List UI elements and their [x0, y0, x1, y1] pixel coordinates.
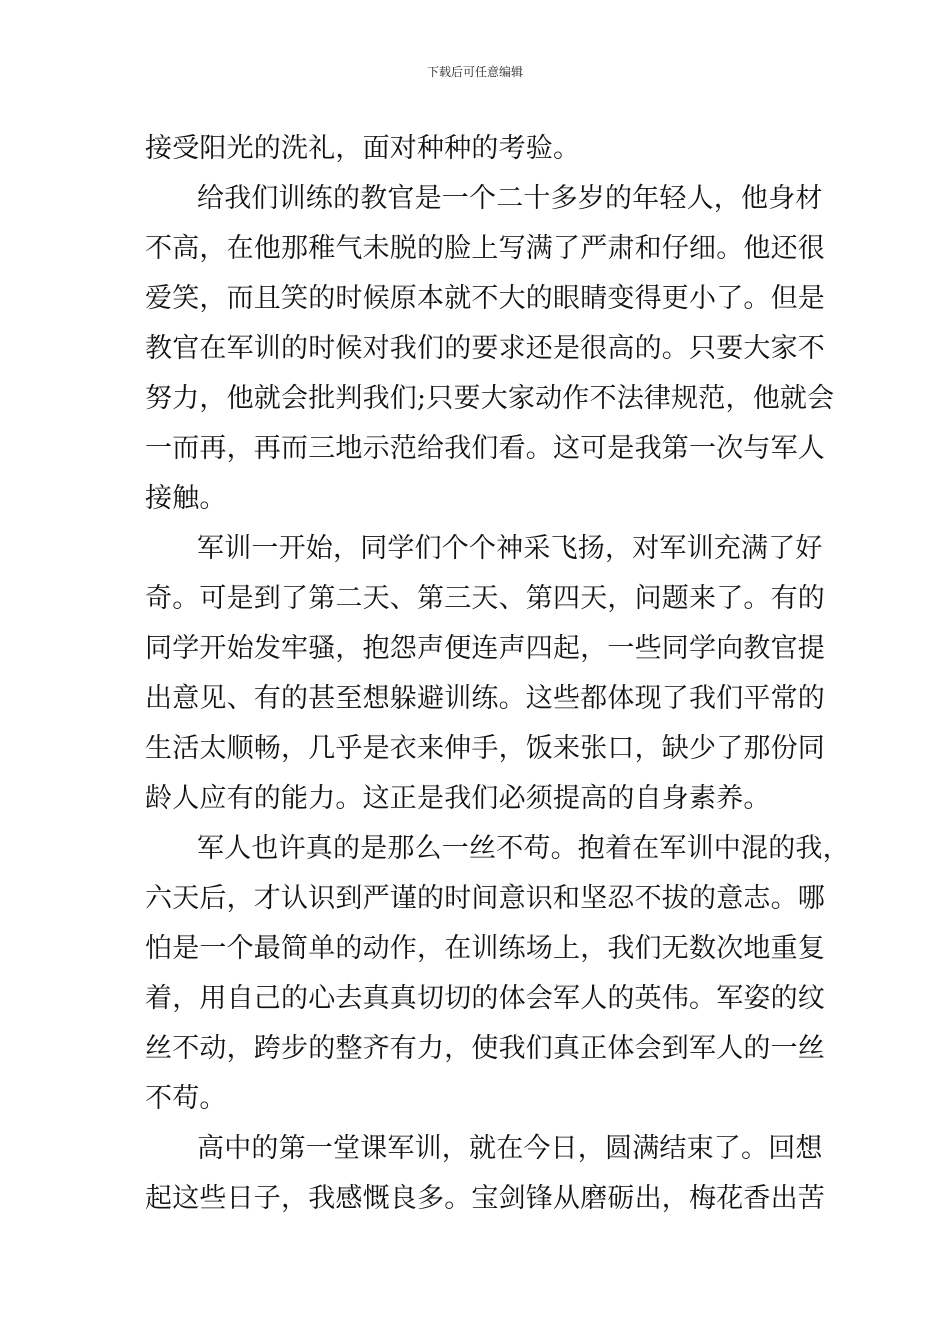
text-line: 出意见、有的甚至想躲避训练。这些都体现了我们平常的 [145, 683, 825, 714]
text-line: 努力，他就会批判我们;只要大家动作不法律规范，他就会 [145, 383, 835, 414]
page-header: 下载后可任意编辑 [426, 65, 523, 79]
text-line: 怕是一个最简单的动作，在训练场上，我们无数次地重复 [145, 933, 825, 964]
paragraph [145, 824, 850, 1124]
text-line: 不高，在他那稚气未脱的脸上写满了严肃和仔细。他还很 [145, 233, 825, 264]
document-body [145, 124, 850, 1224]
text-line: 丝不动，跨步的整齐有力，使我们真正体会到军人的一丝 [145, 1033, 825, 1064]
text-line: 军人也许真的是那么一丝不苟。抱着在军训中混的我， [197, 833, 850, 864]
text-line: 着，用自己的心去真真切切的体会军人的英伟。军姿的纹 [145, 983, 825, 1014]
text-line: 不苟。 [145, 1083, 227, 1114]
text-line: 龄人应有的能力。这正是我们必须提高的自身素养。 [145, 783, 771, 814]
text-line: 给我们训练的教官是一个二十多岁的年轻人，他身材 [197, 183, 823, 214]
text-line: 接触。 [145, 483, 227, 514]
paragraph [145, 124, 810, 174]
text-line: 一而再，再而三地示范给我们看。这可是我第一次与军人 [145, 433, 825, 464]
text-line: 同学开始发牢骚，抱怨声便连声四起，一些同学向教官提 [145, 633, 825, 664]
text-line: 起这些日子，我感慨良多。宝剑锋从磨砺出，梅花香出苦 [145, 1183, 825, 1214]
paragraph [145, 524, 825, 824]
text-line: 接受阳光的洗礼，面对种种的考验。 [145, 133, 581, 164]
text-line: 爱笑，而且笑的时候原本就不大的眼睛变得更小了。但是 [145, 283, 825, 314]
text-line: 教官在军训的时候对我们的要求还是很高的。只要大家不 [145, 333, 825, 364]
text-line: 高中的第一堂课军训，就在今日，圆满结束了。回想 [197, 1133, 823, 1164]
text-line: 奇。可是到了第二天、第三天、第四天，问题来了。有的 [145, 583, 825, 614]
text-line: 六天后，才认识到严谨的时间意识和坚忍不拔的意志。哪 [145, 883, 825, 914]
text-line: 生活太顺畅，几乎是衣来伸手，饭来张口，缺少了那份同 [145, 733, 825, 764]
paragraph [145, 1124, 825, 1224]
text-line: 军训一开始，同学们个个神采飞扬，对军训充满了好 [197, 533, 823, 564]
paragraph [145, 174, 835, 524]
